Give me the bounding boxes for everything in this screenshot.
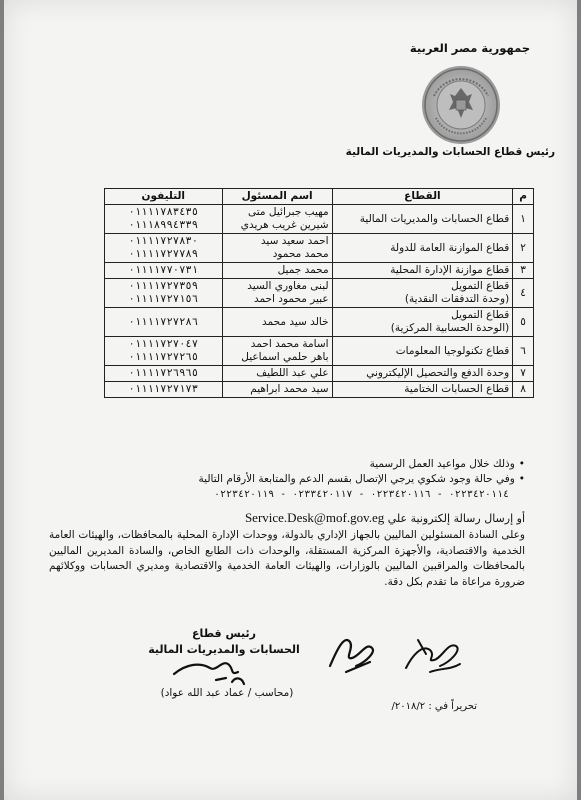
row-phone-line: ٠١١١١٧٢٧٣٥٩	[128, 280, 199, 292]
row-responsible-line: لبنى مغاوري السيد	[247, 280, 329, 292]
note-complaints	[55, 472, 525, 487]
signature-title-line1: رئيس قطاع	[192, 627, 256, 640]
row-sector-line: قطاع الموازنة العامة للدولة	[390, 241, 510, 254]
email-line	[45, 510, 525, 526]
row-phone-line: ٠١١١١٧٢٧٢٨٦	[128, 315, 199, 328]
row-phone	[105, 337, 223, 366]
row-sector-line: قطاع الحسابات الختامية	[404, 383, 510, 395]
row-phone	[105, 366, 223, 382]
row-number: ٨	[513, 382, 534, 398]
row-responsible-line: محمد محمود	[272, 248, 329, 260]
row-sector	[332, 308, 513, 337]
email-prefix: أو إرسال رسالة إلكترونية علي	[387, 512, 525, 525]
row-phone-line: ٠١١١٨٩٩٤٣٣٩	[128, 219, 199, 231]
row-responsible	[222, 205, 332, 234]
table-row	[105, 263, 534, 279]
row-phone-line: ٠١١١١٧٢٦٩٦٥	[128, 367, 199, 379]
row-phone-line: ٠١١١١٧٢٧٢٦٥	[128, 351, 199, 363]
bullet-icon: •	[518, 458, 525, 470]
row-responsible-line: عبير محمود احمد	[253, 293, 329, 305]
row-phone	[105, 234, 223, 263]
row-sector-line: قطاع التمويل	[451, 309, 510, 321]
note-working-hours	[55, 457, 525, 472]
note-text: وفي حالة وجود شكوي يرجي الإتصال بقسم الدعم والمتابعة الأرقام التالية	[198, 473, 515, 485]
notes-block	[55, 457, 525, 502]
table-row	[105, 382, 534, 398]
row-number: ٤	[513, 279, 534, 308]
row-responsible-line: علي عبد اللطيف	[256, 367, 329, 379]
note-text: وذلك خلال مواعيد العمل الرسمية	[369, 458, 515, 470]
row-phone	[105, 279, 223, 308]
table-row	[105, 279, 534, 308]
table-row	[105, 205, 534, 234]
row-responsible	[222, 263, 332, 279]
row-phone	[105, 308, 223, 337]
row-responsible-line: محمد جميل	[277, 264, 329, 276]
row-sector-line: قطاع الحسابات والمديريات المالية	[359, 212, 510, 225]
row-sector-line: قطاع موازنة الإدارة المحلية	[390, 264, 510, 276]
col-responsible: اسم المسئول	[222, 189, 332, 205]
signature-title-line2: الحسابات والمديريات المالية	[148, 643, 300, 656]
row-responsible	[222, 279, 332, 308]
row-sector	[332, 366, 513, 382]
row-phone-line: ٠١١١١٧٨٣٤٣٥	[128, 206, 199, 218]
row-sector	[332, 337, 513, 366]
table-row	[105, 337, 534, 366]
row-responsible-line: اسامة محمد احمد	[250, 338, 329, 350]
row-number: ٢	[513, 234, 534, 263]
row-number: ٣	[513, 263, 534, 279]
row-phone	[105, 263, 223, 279]
row-number: ٧	[513, 366, 534, 382]
row-number: ٦	[513, 337, 534, 366]
row-responsible-line: سيد محمد ابراهيم	[250, 383, 329, 395]
row-phone	[105, 205, 223, 234]
support-numbers: ٠٢٢٣٤٢٠١١٤ - ٠٢٢٣٤٢٠١١٦ - ٠٢٣٣٤٢٠١١٧ - ٠٢٢٣٤٢٠١١٩	[213, 489, 509, 500]
country-heading: جمهورية مصر العربية	[409, 41, 531, 55]
row-phone-line: ٠١١١١٧٢٧٠٤٧	[128, 338, 199, 350]
row-phone-line: ٠١١١١٧٢٧٨٣٠	[128, 235, 199, 247]
row-sector	[332, 263, 513, 279]
row-sector-line: (وحدة التدفقات النقدية)	[404, 293, 510, 305]
row-sector	[332, 205, 513, 234]
issue-date: تحريراً في : ٢٠١٨/٢/	[391, 701, 477, 712]
row-responsible	[222, 234, 332, 263]
table-row	[105, 234, 534, 263]
ministry-emblem-seal	[422, 66, 500, 144]
document-page	[4, 0, 577, 800]
col-phone: التليفون	[105, 189, 223, 205]
row-sector	[332, 234, 513, 263]
body-paragraph: وعلى السادة المسئولين الماليين بالجهاز الإداري بالدولة، ووحدات الإدارة المحلية بالمحافظات، والهيئات العامة الخدمية والاقتصادية، والأجهزة المركزية المستقلة، والوحدات ذات الطابع الخاص، والسادة المديرين الماليين بالمحافظات والمراقبين الماليين بالوزارات، والهيئات العامة الخدمية والاقتصادية ومديري الحسابات ووكلائهم ضرورة مراعاة ما تقدم بكل دقة.	[49, 529, 525, 588]
contacts-table	[104, 188, 534, 398]
row-responsible	[222, 366, 332, 382]
col-sector: القطاع	[332, 189, 513, 205]
row-sector	[332, 279, 513, 308]
row-responsible-line: مهيب جبرائيل متى	[248, 206, 329, 218]
row-phone-line: ٠١١١١٧٧٠٧٣١	[128, 264, 199, 276]
table-header-row	[105, 189, 534, 205]
row-number: ١	[513, 205, 534, 234]
table-row	[105, 308, 534, 337]
row-phone	[105, 382, 223, 398]
contacts-table-body	[105, 205, 534, 398]
row-responsible-line: خالد سيد محمد	[262, 315, 329, 328]
handwritten-signature-2	[400, 628, 466, 678]
row-number: ٥	[513, 308, 534, 337]
row-sector-line: (الوحدة الحسابية المركزية)	[390, 322, 510, 334]
signatory-name: (محاسب / عماد عبد الله عواد)	[160, 687, 294, 699]
sector-head-heading: رئيس قطاع الحسابات والمديريات المالية	[345, 146, 555, 158]
table-row	[105, 366, 534, 382]
row-responsible-line: شيرين غريب هريدي	[240, 219, 329, 231]
row-responsible-line: باهر حلمي اسماعيل	[241, 351, 329, 363]
row-responsible	[222, 337, 332, 366]
row-sector-line: قطاع تكنولوجيا المعلومات	[395, 344, 510, 357]
row-sector-line: قطاع التمويل	[451, 280, 510, 292]
row-responsible	[222, 382, 332, 398]
row-phone-line: ٠١١١١٧٢٧٧٨٩	[128, 248, 199, 260]
row-sector	[332, 382, 513, 398]
row-responsible	[222, 308, 332, 337]
support-email-link[interactable]: Service.Desk@mof.gov.eg	[244, 510, 385, 525]
row-phone-line: ٠١١١١٧٢٧١٥٦	[128, 293, 199, 305]
row-sector-line: وحدة الدفع والتحصيل الإليكتروني	[366, 367, 510, 379]
col-num: م	[513, 189, 534, 205]
handwritten-signature-1	[326, 622, 378, 680]
handwritten-initials-date	[170, 654, 256, 688]
row-responsible-line: احمد سعيد سيد	[260, 235, 329, 247]
row-phone-line: ٠١١١١٧٢٧١٧٣	[128, 383, 199, 395]
bullet-icon: •	[518, 473, 525, 485]
